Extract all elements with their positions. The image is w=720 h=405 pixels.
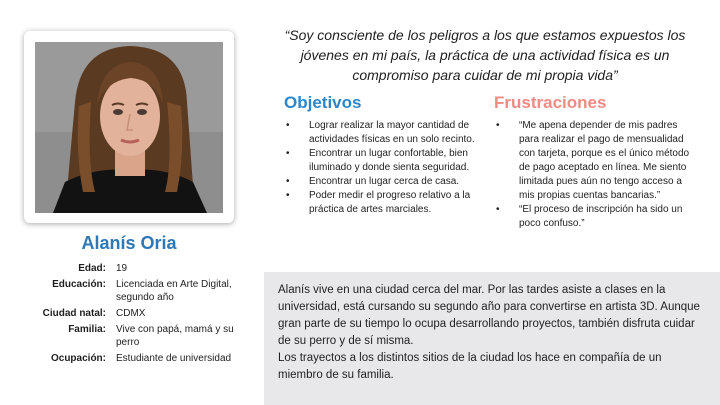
frustrations-list bbox=[494, 119, 694, 231]
info-value: Licenciada en Arte Digital, segundo año bbox=[116, 279, 232, 303]
list-item: • Lograr realizar la mayor cantidad de actividades físicas en un solo recinto. bbox=[284, 119, 484, 147]
objectives-list bbox=[284, 119, 484, 217]
info-row-hometown bbox=[0, 307, 260, 320]
info-value: CDMX bbox=[116, 308, 146, 319]
info-row-education bbox=[0, 278, 260, 304]
bio-panel bbox=[264, 272, 720, 405]
objectives-title: Objetivos bbox=[284, 93, 362, 112]
persona-name: Alanís Oria bbox=[81, 233, 177, 253]
info-label: Familia: bbox=[68, 324, 106, 335]
list-item: • “Me apena depender de mis padres para realizar el pago de mensualidad con tarjeta, porque es el único método de pago aceptado en línea. Me siento limitada pues aún no tengo acceso a mis propias cuentas bancarias.” bbox=[494, 119, 694, 203]
list-item: • Encontrar un lugar cerca de casa. bbox=[284, 175, 484, 189]
bio-paragraph: Alanís vive en una ciudad cerca del mar. Por las tardes asiste a clases en la universidad, está cursando su segundo año para convertirse en artista 3D. Aunque gran parte de su tiempo lo ocupa desarrollando proyectos, también disfruta cuidar de su perro y de sí misma. bbox=[278, 284, 700, 347]
info-value: Vive con papá, mamá y su perro bbox=[116, 324, 234, 348]
info-value: Estudiante de universidad bbox=[116, 353, 232, 364]
info-row-occupation bbox=[0, 352, 260, 365]
frustrations-title: Frustraciones bbox=[494, 93, 607, 112]
bio-text bbox=[278, 282, 703, 384]
list-item: • Poder medir el progreso relativo a la práctica de artes marciales. bbox=[284, 189, 484, 217]
persona-quote: “Soy consciente de los peligros a los que estamos expuestos los jóvenes en mi país, la práctica de una actividad física es un compromiso para cuidar de mi propia vida” bbox=[284, 27, 686, 83]
persona-photo bbox=[35, 42, 223, 213]
info-label: Edad: bbox=[78, 263, 106, 274]
info-row-family bbox=[0, 323, 260, 349]
info-value: 19 bbox=[116, 263, 128, 274]
persona-info bbox=[0, 262, 260, 368]
info-label: Ciudad natal: bbox=[42, 308, 106, 319]
portrait-image bbox=[35, 42, 223, 213]
info-label: Ocupación: bbox=[50, 353, 106, 364]
bio-paragraph: Los trayectos a los distintos sitios de la ciudad los hace en compañía de un miembro de su familia. bbox=[278, 352, 662, 381]
persona-photo-frame bbox=[24, 31, 234, 223]
list-item: • Encontrar un lugar confortable, bien iluminado y donde sienta seguridad. bbox=[284, 147, 484, 175]
info-label: Educación: bbox=[52, 279, 106, 290]
list-item: • “El proceso de inscripción ha sido un poco confuso.” bbox=[494, 203, 694, 231]
info-row-age bbox=[0, 262, 260, 275]
